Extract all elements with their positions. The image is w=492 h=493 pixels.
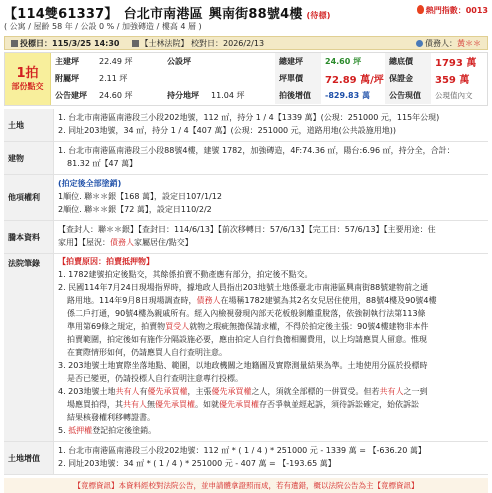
court-note-2: 2. 民國114年7月24日現場指界時，據地政人員指出203地號土地係臺北市南港區興南街88號建物前之通 (58, 283, 429, 292)
disclaimer-footer: 【竟標資訊】本資料經校對法院公告，並申請體拿證照而成，若有遺錯，概以法院公告為主【竟標資訊】 (4, 478, 488, 493)
section-land (4, 109, 488, 142)
main-area-key: 主建坪 (55, 57, 79, 66)
highlight: 優先承買權 (155, 400, 195, 409)
debtor-value: 黃＊＊ (457, 38, 481, 48)
section-label: 建物 (4, 142, 54, 174)
highlight: 抵押權 (68, 426, 93, 435)
listing-header (4, 2, 488, 36)
section-label: 他項權利 (4, 175, 54, 220)
court-head: 【拍賣原因：拍賣抵押物】 (58, 257, 154, 266)
text: 在場稱1782建號為其2名女兒居住使用，88號4樓及90號4樓 (220, 296, 437, 305)
accessory-area-value: 2.11 坪 (99, 74, 128, 83)
section-building (4, 142, 488, 175)
rights-line-2: 2順位. 聯＊＊銀【72 萬】，設定日110/2/2 (58, 205, 212, 214)
total-price-value: 1793 萬 (435, 58, 477, 69)
address: 興南街88號4樓 (208, 7, 303, 22)
section-register (4, 221, 488, 254)
highlight: 優先承買權 (211, 387, 252, 396)
text: 有 (139, 387, 148, 396)
court-note-5 (58, 425, 483, 437)
highlight: 共有人 (379, 387, 404, 396)
increment-line-2: 2. 同址203地號：34 ㎡ * ( 1 / 4 ) * 251000 元 - 407 萬 = 【-193.65 萬】 (58, 459, 336, 468)
text: 家用】【屋況： (58, 238, 110, 247)
round-label: 部份點交 (11, 81, 44, 91)
land-share-key: 持分地坪 (167, 91, 199, 100)
deposit-key: 保證金 (385, 70, 431, 87)
register-line-2 (58, 237, 483, 249)
land-line-1: 1. 台北市南港區南港段三小段202地號，112 ㎡，持分 1 / 4【1339 萬】(公現：251000 元，115年公現) (58, 113, 440, 122)
notice-area-value: 24.60 坪 (99, 91, 133, 100)
notice-area-key: 公告建坪 (55, 91, 87, 100)
debtor-highlight: 債務人 (110, 238, 134, 247)
section-content (54, 142, 488, 174)
text: 路用地。114年9月8日現場調查時， (67, 296, 197, 305)
case-number: 【114雙61337】 (4, 7, 118, 22)
section-content (54, 254, 488, 441)
rights-head: (拍定後全部塗銷) (58, 179, 122, 188)
text: 之一到 (403, 387, 428, 396)
auction-date-text: 投標日：115/3/25 14:30 (20, 38, 120, 48)
text: 準用第69條之規定，拍賣物 (67, 322, 166, 331)
auction-date (5, 38, 126, 49)
highlight: 優先承買權 (219, 400, 259, 409)
debtor-info (410, 38, 487, 49)
land-line-2: 2. 同址203地號，34 ㎡，持分 1 / 4【407 萬】(公現：251000 元，道路用地(公共設施用地)) (58, 126, 397, 135)
hot-index (417, 5, 488, 16)
court-note-2-cont (58, 321, 483, 333)
unit-price-value: 72.89 萬/坪 (325, 75, 384, 86)
unit-price-key: 坪單價 (275, 70, 321, 87)
auction-listing (4, 2, 488, 493)
highlight: 優先承買權 (147, 387, 188, 396)
text: 場應買拍得，其 (67, 400, 123, 409)
public-area-key: 公設坪 (167, 57, 191, 66)
stats-grid (51, 53, 487, 105)
building-line-1: 1. 台北市南港區南港段三小段88號4樓，建號 1782，加強磚造，4F:74.36 ㎡，陽台:6.96 ㎡，持分全，合計： (58, 146, 455, 155)
court-note-2-cont: 在實際情形如何，仍請應買人自行查明注意。 (67, 348, 227, 357)
highlight: 共有人 (123, 400, 147, 409)
checkbox-icon (132, 40, 139, 47)
hot-index-label: 熱門指數：0013 (425, 6, 488, 15)
info-bar (4, 36, 488, 50)
section-land-increment (4, 442, 488, 475)
auction-round (5, 53, 51, 105)
debtor-label: 債務人： (425, 38, 457, 48)
stats-block (4, 52, 488, 106)
district: 台北市南港區 (123, 7, 203, 22)
status-badge: (待標) (306, 11, 331, 20)
court-note-1: 1. 1782建號拍定後點交，其餘係拍賣不動產應有部分，拍定後不點交。 (58, 270, 313, 279)
deposit-value: 359 萬 (435, 75, 470, 86)
fire-icon (417, 5, 424, 14)
total-area-value: 24.60 坪 (325, 57, 362, 66)
text: 。如就 (195, 400, 219, 409)
person-icon (416, 40, 423, 47)
total-price-key: 總底價 (385, 53, 431, 70)
section-content (54, 175, 488, 220)
court-note-4-cont (58, 399, 483, 411)
buyer-highlight: 買受人 (165, 322, 190, 331)
text: 4. 203地號土地 (58, 387, 116, 396)
round-number: 1拍 (16, 65, 39, 81)
text: 就物之瑕疵無擔保請求權，不得於拍定後主張：90號4樓建物非本件 (189, 322, 429, 331)
court-info (126, 38, 271, 49)
increment-value: -829.83 萬 (325, 91, 370, 100)
main-area-value: 22.49 坪 (99, 57, 133, 66)
court-note-2-cont (58, 295, 483, 307)
section-label: 法院筆錄 (4, 254, 54, 441)
accessory-area-key: 附屬坪 (55, 74, 79, 83)
checkbox-icon (11, 40, 18, 47)
rights-line-1: 1順位. 聯＊＊銀【168 萬】，設定日107/1/12 (58, 192, 222, 201)
court-note-2-cont: 係二戶打通，90號4樓為親戚所有。經入內檢視發現內部天花板般剝離重脫落，依強制執行法第113條 (67, 309, 426, 318)
court-note-4 (58, 386, 483, 398)
section-court-notes (4, 254, 488, 442)
highlight: 共有人 (115, 387, 140, 396)
text: 5. (58, 426, 69, 435)
section-label: 土地 (4, 109, 54, 141)
section-content (54, 109, 488, 141)
increment-line-1: 1. 台北市南港區南港段三小段202地號：112 ㎡ * ( 1 / 4 ) * 251000 元 - 1339 萬 = 【-636.20 萬】 (58, 446, 426, 455)
property-subtitle: ( 公寓 / 屋齡 58 年 / 公設 0 % / 加強磚造 / 樓高 4 層 ) (4, 22, 202, 31)
text: 存否爭執並經起訴，須待訴訟確定，始依訴訟 (259, 400, 419, 409)
section-content (54, 221, 488, 253)
section-rights (4, 175, 488, 221)
court-note-2-cont: 拍賣範圍，拍定後如有施作分隔設施必要，應由拍定人自行負擔相關費用，以上均請應買人留意。惟現 (67, 335, 427, 344)
listing-title (4, 3, 331, 22)
section-content (54, 442, 488, 474)
text: 之人，須就全部標的一併買受。但若 (251, 387, 380, 396)
increment-key: 拍後增值 (275, 87, 321, 104)
text: ，主張 (187, 387, 212, 396)
text: 無 (147, 400, 155, 409)
court-note-3-cont: 是否已變更，仍請投標人自行查明注意專行投標。 (67, 374, 243, 383)
building-line-2: 81.32 ㎡【47 萬】 (67, 159, 138, 168)
register-line-1: 【查封人：聯＊＊銀】【查封日：114/6/13】【前次移轉日：57/6/13】【完工日：57/6/13】【主要用途：住 (58, 225, 436, 234)
section-label: 騰本資料 (4, 221, 54, 253)
court-note-4-cont: 結果核發權利移轉證書。 (67, 413, 155, 422)
text: 家屬居住/點交】 (134, 238, 193, 247)
text: 登記拍定後塗銷。 (92, 426, 157, 435)
total-area-key: 總建坪 (275, 53, 321, 70)
assessed-key: 公告現值 (385, 87, 431, 104)
land-share-value: 11.04 坪 (211, 91, 245, 100)
court-note-3: 3. 203地號土地實際坐落地點、範圍，以地政機關之地籍圖及實際測量結果為準。土地使用分區於投標時 (58, 361, 428, 370)
assessed-note: 公現值內文 (435, 91, 473, 100)
section-label: 土地增值 (4, 442, 54, 474)
debtor-highlight: 債務人 (196, 296, 221, 305)
court-text: 【士林法院】 校對日：2026/2/13 (140, 38, 265, 48)
